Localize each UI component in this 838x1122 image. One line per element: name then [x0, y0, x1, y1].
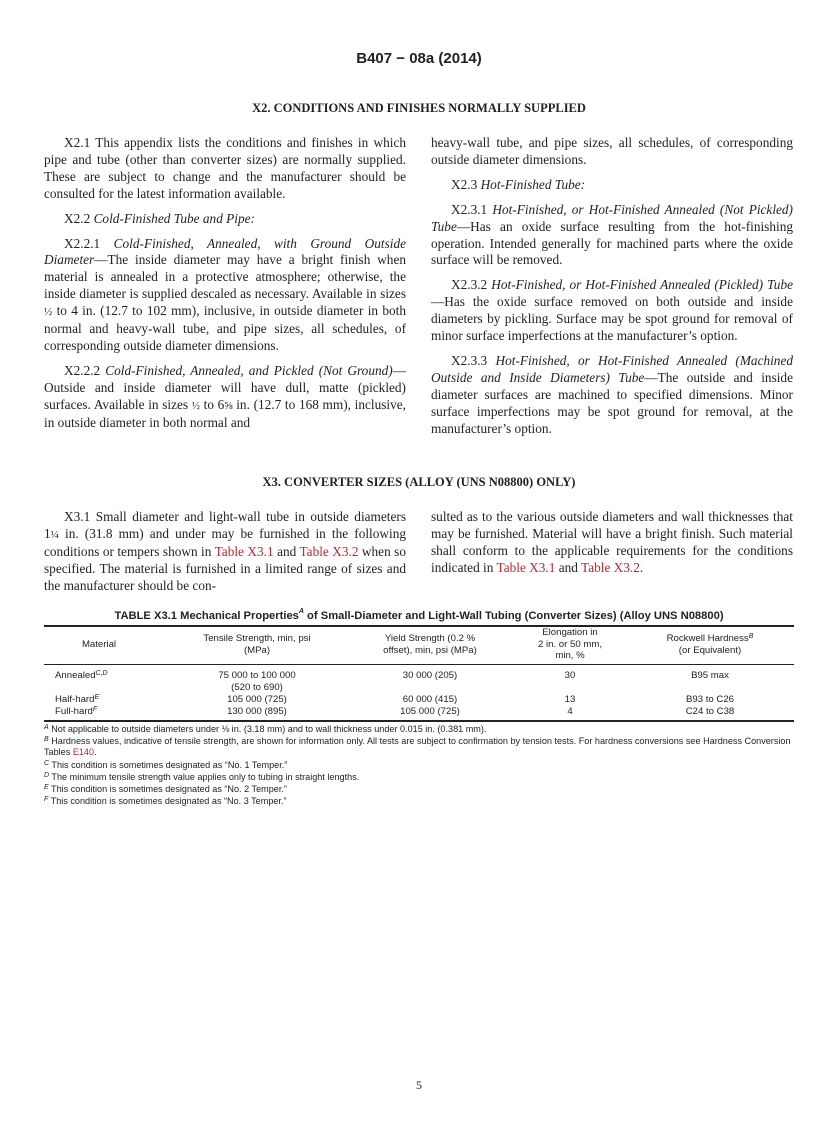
table-header-rule: [44, 664, 794, 665]
header-tensile: Tensile Strength, min, psi (MPa): [203, 633, 311, 656]
clause-number: X2.3.3: [451, 352, 488, 368]
paragraph-x2-3: [431, 177, 793, 194]
footnote-marker: A: [298, 608, 304, 615]
table-row-half-hard-tensile: 105 000 (725): [227, 694, 287, 705]
footnote-marker: C,D: [95, 670, 108, 677]
header-material: Material: [81, 639, 117, 650]
clause-text: to 6: [199, 396, 225, 412]
paragraph-x2-2-1: [44, 236, 406, 355]
table-title-text: of Small-Diameter and Light-Wall Tubing (Converter Sizes) (Alloy UNS N08800): [303, 610, 724, 622]
table-row-half-hard-material: Half-hard$^E$: [55, 694, 100, 705]
table-row-half-hard-yield: 60 000 (415): [402, 694, 458, 705]
clause-text: —The inside diameter may have a bright finish when material is annealed in a protective atmosphere; otherwise, the inside diameter is supplied descaled as necessary. Available in sizes: [44, 252, 406, 302]
clause-text: .: [639, 559, 644, 575]
table-row-annealed-hardness: B95 max: [691, 670, 729, 681]
clause-text: —Has an oxide surface resulting from the hot-finishing operation. Intended generally for machined parts where the oxide surface will be removed.: [431, 218, 793, 268]
table-row-annealed-tensile: 75 000 to 100 000 (520 to 690): [218, 670, 296, 693]
table-x3-1-link[interactable]: Table X3.1: [496, 559, 556, 575]
table-row-annealed-elongation: 30: [564, 670, 576, 681]
table-x3-2-link[interactable]: Table X3.2: [299, 543, 359, 559]
clause-text: —Has the oxide surface removed on both outside and inside diameters by pickling. Surface may be spot ground for removal of minor surface imperfections at the manufacturer’s option.: [431, 294, 793, 344]
x2-right-column: [431, 135, 793, 438]
section-heading-x3: X3. CONVERTER SIZES (ALLOY (UNS N08800) ONLY): [262, 475, 576, 489]
clause-title: Hot-Finished Tube:: [480, 176, 586, 192]
x3-right-column: [431, 509, 793, 577]
fraction: ½: [191, 399, 200, 412]
clause-text: and: [273, 543, 300, 559]
paragraph-x3-1-continued: [431, 509, 793, 577]
clause-text: in. (31.8 mm) and under may be furnished in the following conditions or tempers shown in: [44, 525, 406, 559]
clause-title: Hot-Finished, or Hot-Finished Annealed (Pickled) Tube: [491, 277, 793, 293]
footnote-a: $^A$ Not applicable to outside diameters under ⅛ in. (3.18 mm) and to wall thickness under 0.015 in. (0.381 mm).: [44, 724, 487, 734]
header-rockwell: Rockwell Hardness$^B$ (or Equivalent): [666, 633, 754, 656]
table-row-half-hard-elongation: 13: [564, 694, 576, 705]
clause-number: X2.2.1: [64, 235, 101, 251]
paragraph-x2-1: X2.1 This appendix lists the conditions and finishes in which pipe and tube (other than converter sizes) are normally supplied. These are subject to change and the manufacturer should be consulted for the latest information available.: [44, 135, 406, 201]
table-row-annealed-material: Annealed$^{C,D}$: [55, 670, 108, 681]
clause-text: —The outside and inside diameter surfaces are machined to specified dimensions. Minor surface imperfections may be spot ground for removal, at the manufacturer’s option.: [431, 369, 793, 436]
clause-number: X2.3: [451, 176, 478, 192]
section-heading-x2: X2. CONDITIONS AND FINISHES NORMALLY SUPPLIED: [252, 101, 586, 115]
clause-title: Cold-Finished Tube and Pipe:: [93, 210, 255, 226]
clause-text: —Outside and inside diameter will have dull, matte (pickled) surfaces. Available in sizes: [44, 362, 407, 412]
table-row-annealed-yield: 30 000 (205): [402, 670, 458, 681]
table-top-rule: [44, 625, 794, 627]
footnote-c: $^C$ This condition is sometimes designated as “No. 1 Temper.”: [44, 760, 288, 770]
fraction: ⅝: [224, 399, 233, 412]
paragraph-x2-3-2: [431, 277, 793, 345]
table-title-text: TABLE X3.1 Mechanical Properties: [114, 610, 299, 622]
clause-number: X2.2.2: [64, 362, 101, 378]
paragraph-x2-3-3: [431, 353, 793, 438]
footnote-marker: F: [92, 706, 98, 713]
clause-text: in. (12.7 to 168 mm), inclusive, in outside diameter in both normal and: [44, 396, 406, 430]
table-row-full-hard-material: Full-hard$^F$: [55, 706, 98, 717]
clause-title: Cold-Finished, Annealed, and Pickled (Not Ground): [105, 362, 393, 378]
clause-title: Hot-Finished, or Hot-Finished Annealed (Machined Outside and Inside Diameters) Tube: [431, 352, 794, 385]
footnote-b: $^B$ Hardness values, indicative of tensile strength, are shown for information only. All tests are subject to confirmation by tension tests. For hardness conversions see Hardness Conversion Tables E140.: [44, 736, 791, 758]
fraction: ½: [44, 306, 53, 319]
clause-text: when so specified. The material is furnished in a limited range of sizes and the manufacturer should be con-: [44, 543, 406, 593]
table-title: [44, 610, 794, 622]
footnote-marker: B: [748, 633, 754, 640]
footnote-f: $^F$ This condition is sometimes designated as “No. 3 Temper.”: [44, 796, 287, 806]
table-x3-1-link[interactable]: Table X3.1: [214, 543, 274, 559]
clause-title: Cold-Finished, Annealed, with Ground Outside Diameter: [44, 235, 407, 268]
clause-text: sulted as to the various outside diameters and wall thicknesses that may be furnished. Material will have a bright finish. Such material shall conform to the applicable requirements for the conditions indicated in: [431, 509, 793, 575]
x3-left-column: [44, 509, 406, 595]
e140-link[interactable]: E140: [72, 747, 95, 758]
page-number: 5: [416, 1078, 422, 1092]
paragraph-x2-3-1: [431, 202, 793, 270]
clause-text: to 4 in. (12.7 to 102 mm), inclusive, in outside diameter in both normal and heavy-wall tube, and pipe sizes, all schedules, of corresponding outside diameter dimensions.: [44, 303, 406, 353]
table-row-full-hard-yield: 105 000 (725): [400, 706, 460, 717]
clause-number: X2.2: [64, 210, 91, 226]
clause-number: X2.3.1: [451, 201, 488, 217]
paragraph-x3-1: [44, 509, 406, 595]
footnote-e: $^E$ This condition is sometimes designated as “No. 2 Temper.”: [44, 784, 287, 794]
header-elongation: Elongation in 2 in. or 50 mm, min, %: [538, 627, 602, 661]
paragraph-x2-2-2: [44, 363, 406, 432]
table-row-full-hard-tensile: 130 000 (895): [227, 706, 287, 717]
footnote-marker: E: [94, 694, 100, 701]
header-yield: Yield Strength (0.2 % offset), min, psi (MPa): [383, 633, 477, 656]
document-designation: B407 − 08a (2014): [356, 50, 482, 67]
footnote-d: $^D$ The minimum tensile strength value applies only to tubing in straight lengths.: [44, 772, 360, 782]
paragraph-x2-2-2-continued: heavy-wall tube, and pipe sizes, all schedules, of corresponding outside diameter dimensions.: [431, 135, 793, 167]
paragraph-x2-2: [44, 211, 406, 228]
table-row-half-hard-hardness: B93 to C26: [685, 694, 734, 705]
fraction: ¼: [50, 528, 59, 541]
clause-number: X2.3.2: [451, 277, 488, 293]
clause-text: X3.1 Small diameter and light-wall tube in outside diameters 1: [44, 509, 406, 541]
clause-title: Hot-Finished, or Hot-Finished Annealed (Not Pickled) Tube: [431, 201, 793, 234]
table-row-full-hard-elongation: 4: [567, 706, 573, 717]
clause-text: and: [555, 559, 581, 575]
table-x3-2-link[interactable]: Table X3.2: [581, 559, 640, 575]
x2-left-column: [44, 135, 406, 432]
table-row-full-hard-hardness: C24 to C38: [685, 706, 735, 717]
table-bottom-rule: [44, 720, 794, 722]
